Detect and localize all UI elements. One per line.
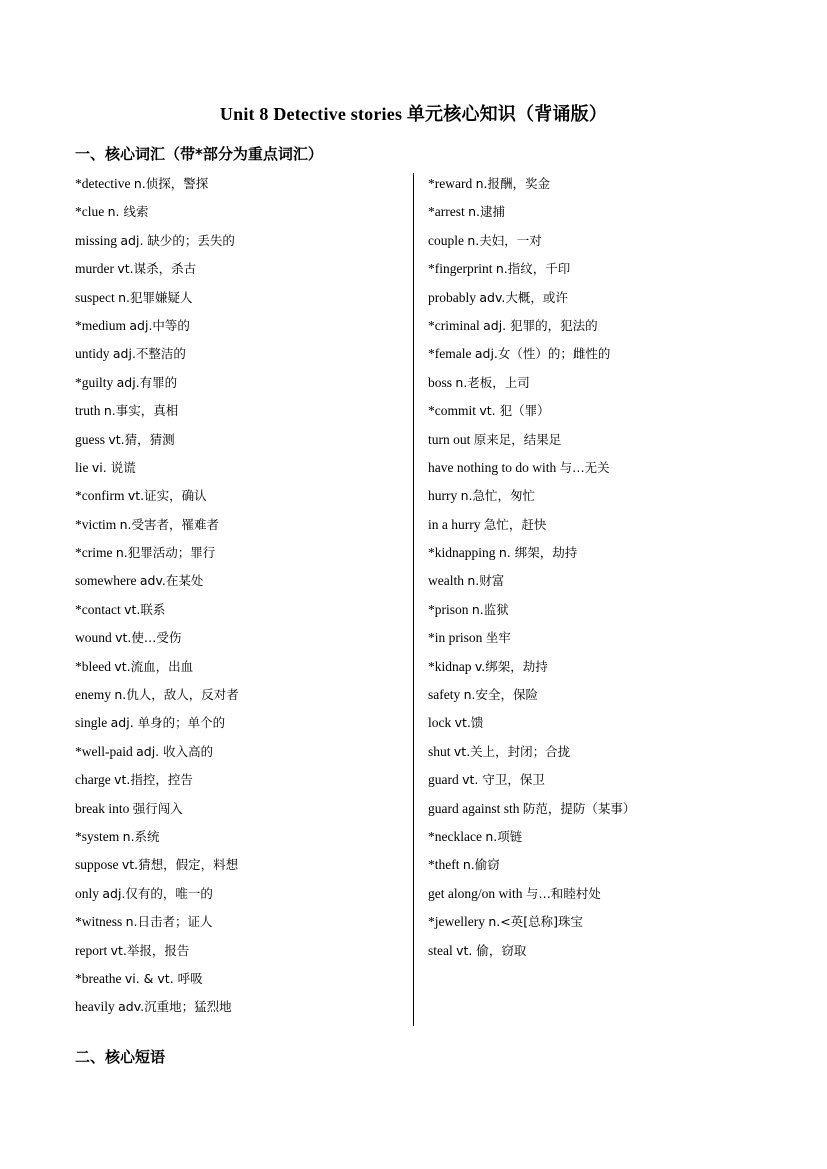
vocab-word: wound: [75, 630, 116, 646]
vocab-word: *bleed: [75, 658, 115, 674]
vocab-gloss: n.急忙，匆忙: [460, 488, 536, 504]
vocab-gloss: n.偷窃: [462, 857, 500, 873]
vocab-entry: [428, 571, 758, 599]
vocab-entry: [75, 827, 405, 855]
vocab-entry: [428, 912, 758, 940]
vocab-gloss: adj.有罪的: [116, 374, 178, 390]
vocab-word: only: [75, 885, 103, 901]
vocab-entry: [75, 770, 405, 798]
vocab-gloss: vt.关上，封闭；合拢: [453, 743, 571, 759]
vocab-entry: [428, 231, 758, 259]
vocab-word: *detective: [75, 176, 134, 191]
vocab-entry: [428, 827, 758, 855]
vocab-entry: [75, 316, 405, 344]
vocab-gloss: v.绑架，劫持: [474, 658, 548, 674]
vocab-entry: [428, 941, 758, 969]
vocab-entry: [428, 288, 758, 316]
vocab-entry: [75, 458, 405, 486]
vocab-gloss: 急忙，赶快: [483, 516, 547, 532]
vocab-entry: [75, 657, 405, 685]
vocab-gloss: vi. 说谎: [91, 459, 136, 475]
vocab-word: probably: [428, 289, 480, 305]
vocab-entry: [75, 713, 405, 741]
vocab-word: *commit: [428, 403, 480, 419]
vocab-entry: [428, 458, 758, 486]
vocab-word: turn out: [428, 431, 474, 447]
vocab-entry: [75, 799, 405, 827]
vocab-gloss: vt.猜，猜测: [108, 431, 175, 447]
vocab-word: *fingerprint: [428, 261, 496, 277]
vocab-gloss: n.监狱: [471, 601, 509, 617]
vocab-entry: [428, 770, 758, 798]
vocab-word: hurry: [428, 488, 461, 504]
vocab-word: *necklace: [428, 828, 486, 844]
vocab-entry: [428, 628, 758, 656]
vocab-word: *clue: [75, 204, 108, 220]
vocab-gloss: vt.举报，报告: [110, 942, 190, 958]
vocab-column-left: [75, 174, 405, 1026]
vocab-gloss: adv.在某处: [139, 573, 204, 589]
vocab-entry: [75, 884, 405, 912]
vocab-entry: [428, 344, 758, 372]
vocab-entry: [75, 685, 405, 713]
vocab-gloss: n.系统: [122, 828, 160, 844]
vocab-entry: [428, 373, 758, 401]
vocab-entry: [428, 174, 758, 202]
page-title: Unit 8 Detective stories 单元核心知识（背诵版）: [219, 104, 608, 124]
vocab-gloss: n.财富: [467, 573, 505, 589]
vocab-gloss: n.犯罪活动；罪行: [115, 545, 216, 561]
vocab-entry: [428, 713, 758, 741]
vocab-entry: [75, 401, 405, 429]
vocab-word: single: [75, 715, 111, 731]
vocab-gloss: vi. & vt. 呼吸: [124, 970, 203, 986]
vocab-gloss: adj.中等的: [129, 317, 190, 333]
vocab-word: *reward: [428, 176, 476, 191]
vocab-entry: [428, 543, 758, 571]
vocab-gloss: n.<英[总称]珠宝: [488, 914, 583, 930]
vocab-gloss: adv.大概，或许: [479, 289, 568, 305]
vocab-word: *medium: [75, 317, 130, 333]
vocab-gloss: vt. 偷，窃取: [456, 942, 527, 958]
vocab-entry: [428, 657, 758, 685]
vocab-gloss: adj. 犯罪的，犯法的: [483, 317, 598, 333]
vocab-gloss: 强行闯入: [132, 800, 183, 816]
vocab-gloss: n.安全，保险: [463, 687, 539, 703]
vocab-entry: [428, 401, 758, 429]
vocab-entry: [75, 742, 405, 770]
vocab-entry: [75, 969, 405, 997]
vocab-gloss: 原来足，结果足: [473, 431, 562, 447]
vocab-entry: [428, 430, 758, 458]
vocab-word: wealth: [428, 573, 468, 589]
vocab-word: *contact: [75, 601, 125, 617]
vocab-entry: [75, 571, 405, 599]
vocab-entry: [428, 600, 758, 628]
vocab-gloss: adj. 单身的；单个的: [110, 715, 226, 731]
vocab-word: *witness: [75, 914, 126, 930]
vocab-word: *in prison: [428, 630, 486, 646]
vocab-gloss: vt. 守卫，保卫: [462, 772, 545, 788]
vocab-word: murder: [75, 261, 118, 277]
vocab-word: *system: [75, 828, 123, 844]
vocab-entry: [75, 515, 405, 543]
vocab-gloss: vt.证实，确认: [127, 488, 207, 504]
vocab-gloss: vt.指控，控告: [114, 772, 193, 788]
vocab-entry: [75, 912, 405, 940]
vocab-word: report: [75, 942, 111, 958]
vocab-gloss: adv.沉重地；猛烈地: [118, 999, 232, 1015]
vocab-word: *jewellery: [428, 914, 489, 930]
vocab-word: in a hurry: [428, 516, 484, 532]
column-divider: [413, 173, 414, 1026]
vocab-gloss: n.仇人，敌人，反对者: [114, 687, 239, 703]
vocab-word: have nothing to do with: [428, 459, 560, 475]
vocab-word: *victim: [75, 516, 120, 532]
vocab-gloss: n.受害者，罹难者: [119, 516, 220, 532]
vocab-gloss: 防范，提防（某事）: [522, 800, 636, 816]
vocab-entry: [75, 941, 405, 969]
vocab-entry: [75, 543, 405, 571]
vocab-gloss: adj. 收入高的: [136, 743, 214, 759]
vocab-gloss: n.指纹，千印: [495, 261, 571, 277]
vocab-gloss: n.犯罪嫌疑人: [118, 289, 193, 305]
vocab-entry: [75, 344, 405, 372]
vocab-entry: [428, 259, 758, 287]
vocab-entry: [75, 288, 405, 316]
vocab-word: suspect: [75, 289, 119, 305]
vocab-gloss: n.日击者；证人: [125, 914, 213, 930]
vocab-gloss: 与…无关: [559, 459, 610, 475]
vocab-entry: [428, 742, 758, 770]
vocab-entry: [428, 884, 758, 912]
vocab-gloss: n. 线索: [107, 204, 149, 220]
vocab-gloss: adj.不整洁的: [112, 346, 186, 362]
vocab-word: suppose: [75, 857, 122, 873]
section-heading-vocabulary: 一、核心词汇（带*部分为重点词汇）: [75, 145, 323, 163]
vocab-gloss: 坐牢: [485, 630, 511, 646]
vocab-word: safety: [428, 687, 464, 703]
vocab-gloss: vt.流血，出血: [114, 658, 194, 674]
vocab-entry: [75, 373, 405, 401]
vocab-word: *kidnap: [428, 658, 475, 674]
vocab-word: break into: [75, 800, 133, 816]
vocab-word: *well-paid: [75, 743, 137, 759]
vocab-gloss: vt.馈: [454, 715, 484, 731]
vocab-entry: [75, 259, 405, 287]
vocab-word: charge: [75, 772, 115, 788]
vocab-word: guard against sth: [428, 800, 523, 816]
vocab-word: get along/on with: [428, 885, 526, 901]
vocab-gloss: adj.仅有的，唯一的: [102, 885, 213, 901]
vocab-entry: [75, 202, 405, 230]
vocab-gloss: n.逮捕: [468, 204, 506, 220]
vocab-word: lie: [75, 459, 92, 475]
vocab-entry: [428, 855, 758, 883]
vocab-gloss: vt. 犯（罪）: [479, 403, 550, 419]
vocab-word: enemy: [75, 687, 115, 703]
vocab-gloss: vt.联系: [124, 601, 166, 617]
vocab-entry: [75, 174, 405, 202]
vocab-word: truth: [75, 403, 104, 419]
vocab-gloss: adj. 缺少的；丢失的: [120, 232, 235, 248]
vocab-word: *kidnapping: [428, 545, 499, 561]
vocab-word: untidy: [75, 346, 113, 362]
vocab-word: steal: [428, 942, 457, 958]
vocab-word: *confirm: [75, 488, 128, 504]
vocab-gloss: n.侦探，警探: [133, 176, 209, 191]
vocab-word: boss: [428, 374, 456, 390]
vocab-word: *breathe: [75, 970, 125, 986]
vocab-entry: [75, 486, 405, 514]
vocab-word: missing: [75, 232, 121, 248]
vocab-entry: [428, 202, 758, 230]
vocab-entry: [428, 685, 758, 713]
vocab-word: *theft: [428, 857, 463, 873]
vocab-gloss: n.夫妇，一对: [467, 232, 542, 248]
vocab-entry: [75, 855, 405, 883]
vocab-word: *female: [428, 346, 475, 362]
vocab-word: *prison: [428, 601, 472, 617]
vocab-word: couple: [428, 232, 468, 248]
vocab-entry: [75, 231, 405, 259]
vocab-entry: [428, 486, 758, 514]
vocab-entry: [428, 515, 758, 543]
vocab-word: *arrest: [428, 204, 469, 220]
vocab-entry: [428, 799, 758, 827]
vocab-entry: [75, 430, 405, 458]
vocab-gloss: vt.使…受伤: [115, 630, 182, 646]
vocab-gloss: vt.谋杀，杀古: [117, 261, 197, 277]
vocab-word: guard: [428, 772, 463, 788]
vocab-word: *criminal: [428, 317, 484, 333]
vocab-word: *crime: [75, 545, 116, 561]
vocab-word: shut: [428, 743, 454, 759]
vocab-gloss: n.项链: [485, 828, 523, 844]
section-heading-phrases: 二、核心短语: [75, 1048, 166, 1066]
vocab-gloss: n. 绑架，劫持: [498, 545, 578, 561]
vocab-entry: [75, 997, 405, 1025]
vocab-word: guess: [75, 431, 109, 447]
vocab-entry: [428, 316, 758, 344]
vocab-entry: [75, 628, 405, 656]
vocab-word: heavily: [75, 999, 119, 1015]
vocab-gloss: n.事实，真相: [103, 403, 179, 419]
vocab-word: somewhere: [75, 573, 140, 589]
vocab-word: *guilty: [75, 374, 117, 390]
vocab-gloss: n.老板，上司: [455, 374, 530, 390]
vocab-column-right: [428, 174, 758, 969]
vocab-word: lock: [428, 715, 455, 731]
vocab-gloss: 与…和睦村处: [525, 885, 601, 901]
vocab-gloss: adj.女（性）的；雌性的: [474, 346, 611, 362]
vocab-gloss: vt.猜想，假定，料想: [121, 857, 239, 873]
vocab-entry: [75, 600, 405, 628]
vocab-gloss: n.报酬，奖金: [475, 176, 551, 191]
